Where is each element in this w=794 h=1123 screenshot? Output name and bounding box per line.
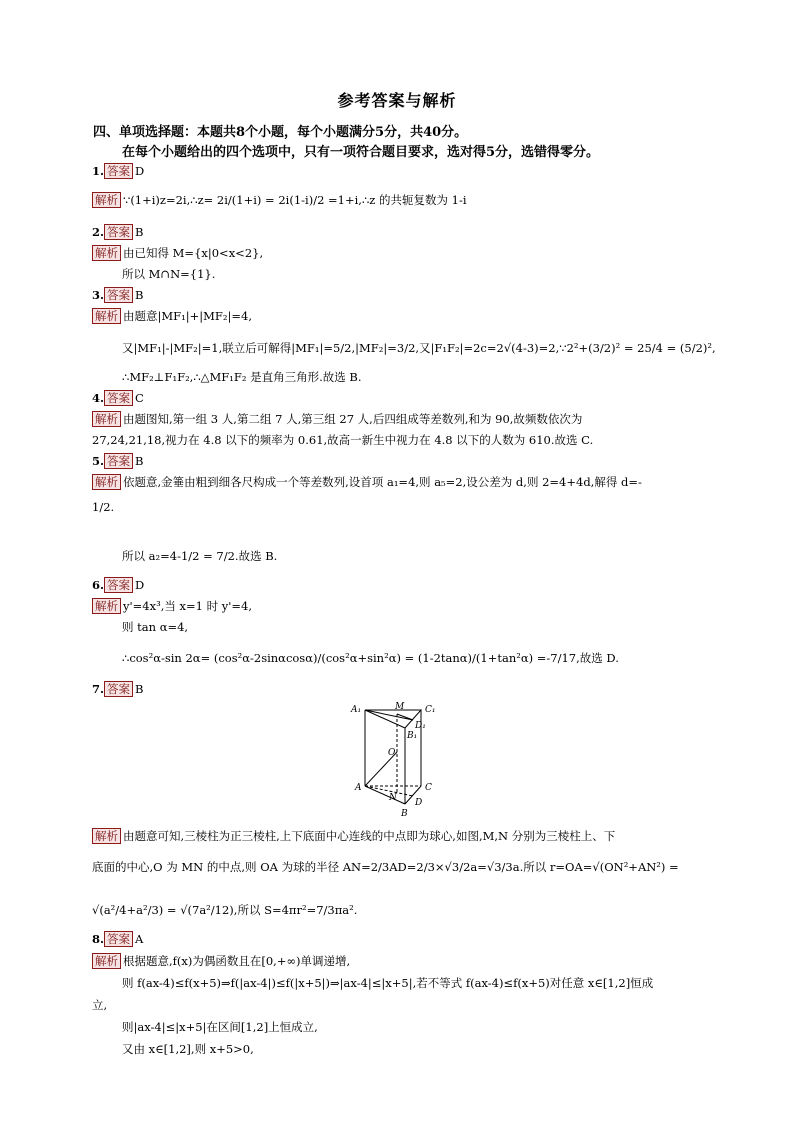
figure-label: A₁ — [351, 705, 362, 715]
analysis-line: √(a²/4+a²/3) = √(7a²/12),所以 S=4πr²=7/3πa². — [92, 903, 358, 917]
analysis-line: 根据题意,f(x)为偶函数且在[0,+∞)单调递增, — [123, 954, 351, 968]
triangular-prism-figure — [345, 702, 455, 820]
question-2-answer: 2. 答案 B — [92, 225, 144, 239]
question-7-analysis — [92, 828, 615, 844]
analysis-tag: 解析 — [92, 474, 121, 490]
question-4-answer: 4. 答案 C — [92, 391, 144, 405]
analysis-tag: 解析 — [92, 598, 121, 614]
section-heading: 四、单项选择题：本题共8个小题，每个小题满分5分，共40分。 — [93, 125, 468, 140]
figure-label: D₁ — [415, 721, 426, 731]
answer-tag: 答案 — [104, 287, 133, 303]
analysis-tag: 解析 — [92, 192, 121, 208]
question-8-analysis — [92, 953, 350, 969]
answer-tag: 答案 — [104, 577, 133, 593]
analysis-line: 底面的中心,O 为 MN 的中点,则 OA 为球的半径 AN=2/3AD=2/3×√3/2a=√3/3a.所以 r=OA=√(ON²+AN²) = — [92, 860, 679, 874]
answer-tag: 答案 — [104, 390, 133, 406]
analysis-tag: 解析 — [92, 308, 121, 324]
question-5-analysis — [92, 474, 642, 490]
analysis-line: 则 f(ax-4)≤f(x+5)⇒f(|ax-4|)≤f(|x+5|)⇒|ax-4|≤|x+5|,若不等式 f(ax-4)≤f(x+5)对任意 x∈[1,2]恒成 — [122, 976, 654, 990]
analysis-line: 由题意可知,三棱柱为正三棱柱,上下底面中心连线的中点即为球心,如图,M,N 分别为三棱柱上、下 — [123, 829, 616, 843]
figure-label: O — [388, 748, 396, 758]
analysis-line: 所以 M∩N={1}. — [122, 267, 216, 281]
analysis-line: 所以 a₂=4-1/2 = 7/2.故选 B. — [122, 549, 278, 563]
analysis-line: 立, — [92, 998, 108, 1012]
question-8-answer: 8. 答案 A — [92, 932, 144, 946]
answer-tag: 答案 — [104, 453, 133, 469]
analysis-tag: 解析 — [92, 245, 121, 261]
answer-tag: 答案 — [104, 163, 133, 179]
question-3-analysis — [92, 308, 252, 324]
analysis-line: y'=4x³,当 x=1 时 y'=4, — [123, 599, 253, 613]
figure-label: C — [425, 783, 432, 793]
analysis-line: 由题图知,第一组 3 人,第二组 7 人,第三组 27 人,后四组成等差数列,和为 90,故频数依次为 — [123, 412, 583, 426]
analysis-line: 27,24,21,18,视力在 4.8 以下的频率为 0.61,故高一新生中视力在 4.8 以下的人数为 610.故选 C. — [92, 433, 594, 447]
figure-label: B₁ — [407, 731, 418, 741]
question-3-answer: 3. 答案 B — [92, 288, 144, 302]
figure-label: M — [395, 702, 405, 712]
question-5-answer: 5. 答案 B — [92, 454, 144, 468]
answer-tag: 答案 — [104, 931, 133, 947]
analysis-line: 1/2. — [92, 500, 115, 514]
question-6-analysis — [92, 598, 252, 614]
analysis-tag: 解析 — [92, 828, 121, 844]
analysis-tag: 解析 — [92, 411, 121, 427]
analysis-line: ∵(1+i)z=2i,∴z= 2i/(1+i) = 2i(1-i)/2 =1+i,∴z 的共轭复数为 1-i — [123, 193, 467, 207]
analysis-line: 则|ax-4|≤|x+5|在区间[1,2]上恒成立, — [122, 1020, 318, 1034]
analysis-line: ∴cos²α-sin 2α= (cos²α-2sinαcosα)/(cos²α+sin²α) = (1-2tanα)/(1+tan²α) =-7/17,故选 D. — [122, 651, 619, 665]
answer-tag: 答案 — [104, 224, 133, 240]
analysis-line: 则 tan α=4, — [122, 620, 189, 634]
analysis-line: 又|MF₁|-|MF₂|=1,联立后可解得|MF₁|=5/2,|MF₂|=3/2,又|F₁F₂|=2c=2√(4-3)=2,∵2²+(3/2)² = 25/4 = (5/2)², — [122, 341, 716, 355]
analysis-tag: 解析 — [92, 953, 121, 969]
analysis-line: 由题意|MF₁|+|MF₂|=4, — [123, 309, 252, 323]
question-4-analysis — [92, 411, 582, 427]
figure-label: C₁ — [425, 705, 436, 715]
analysis-line: 又由 x∈[1,2],则 x+5>0, — [122, 1042, 254, 1056]
analysis-line: 由已知得 M={x|0<x<2}, — [123, 246, 264, 260]
figure-label: A — [355, 783, 362, 793]
figure-label: D — [415, 798, 423, 808]
figure-label: N — [389, 793, 397, 803]
question-6-answer: 6. 答案 D — [92, 578, 145, 592]
question-2-analysis — [92, 245, 263, 261]
question-1-answer: 1. 答案 D — [92, 164, 145, 178]
analysis-line: 依题意,金箠由粗到细各尺构成一个等差数列,设首项 a₁=4,则 a₅=2,设公差为 d,则 2=4+4d,解得 d=- — [123, 475, 642, 489]
question-7-answer: 7. 答案 B — [92, 682, 144, 696]
analysis-line: ∴MF₂⊥F₁F₂,∴△MF₁F₂ 是直角三角形.故选 B. — [122, 370, 362, 384]
page-title: 参考答案与解析 — [337, 91, 457, 110]
section-instruction: 在每个小题给出的四个选项中，只有一项符合题目要求，选对得5分，选错得零分。 — [122, 145, 600, 160]
question-1-analysis — [92, 192, 467, 208]
answer-tag: 答案 — [104, 681, 133, 697]
figure-label: B — [401, 809, 408, 819]
